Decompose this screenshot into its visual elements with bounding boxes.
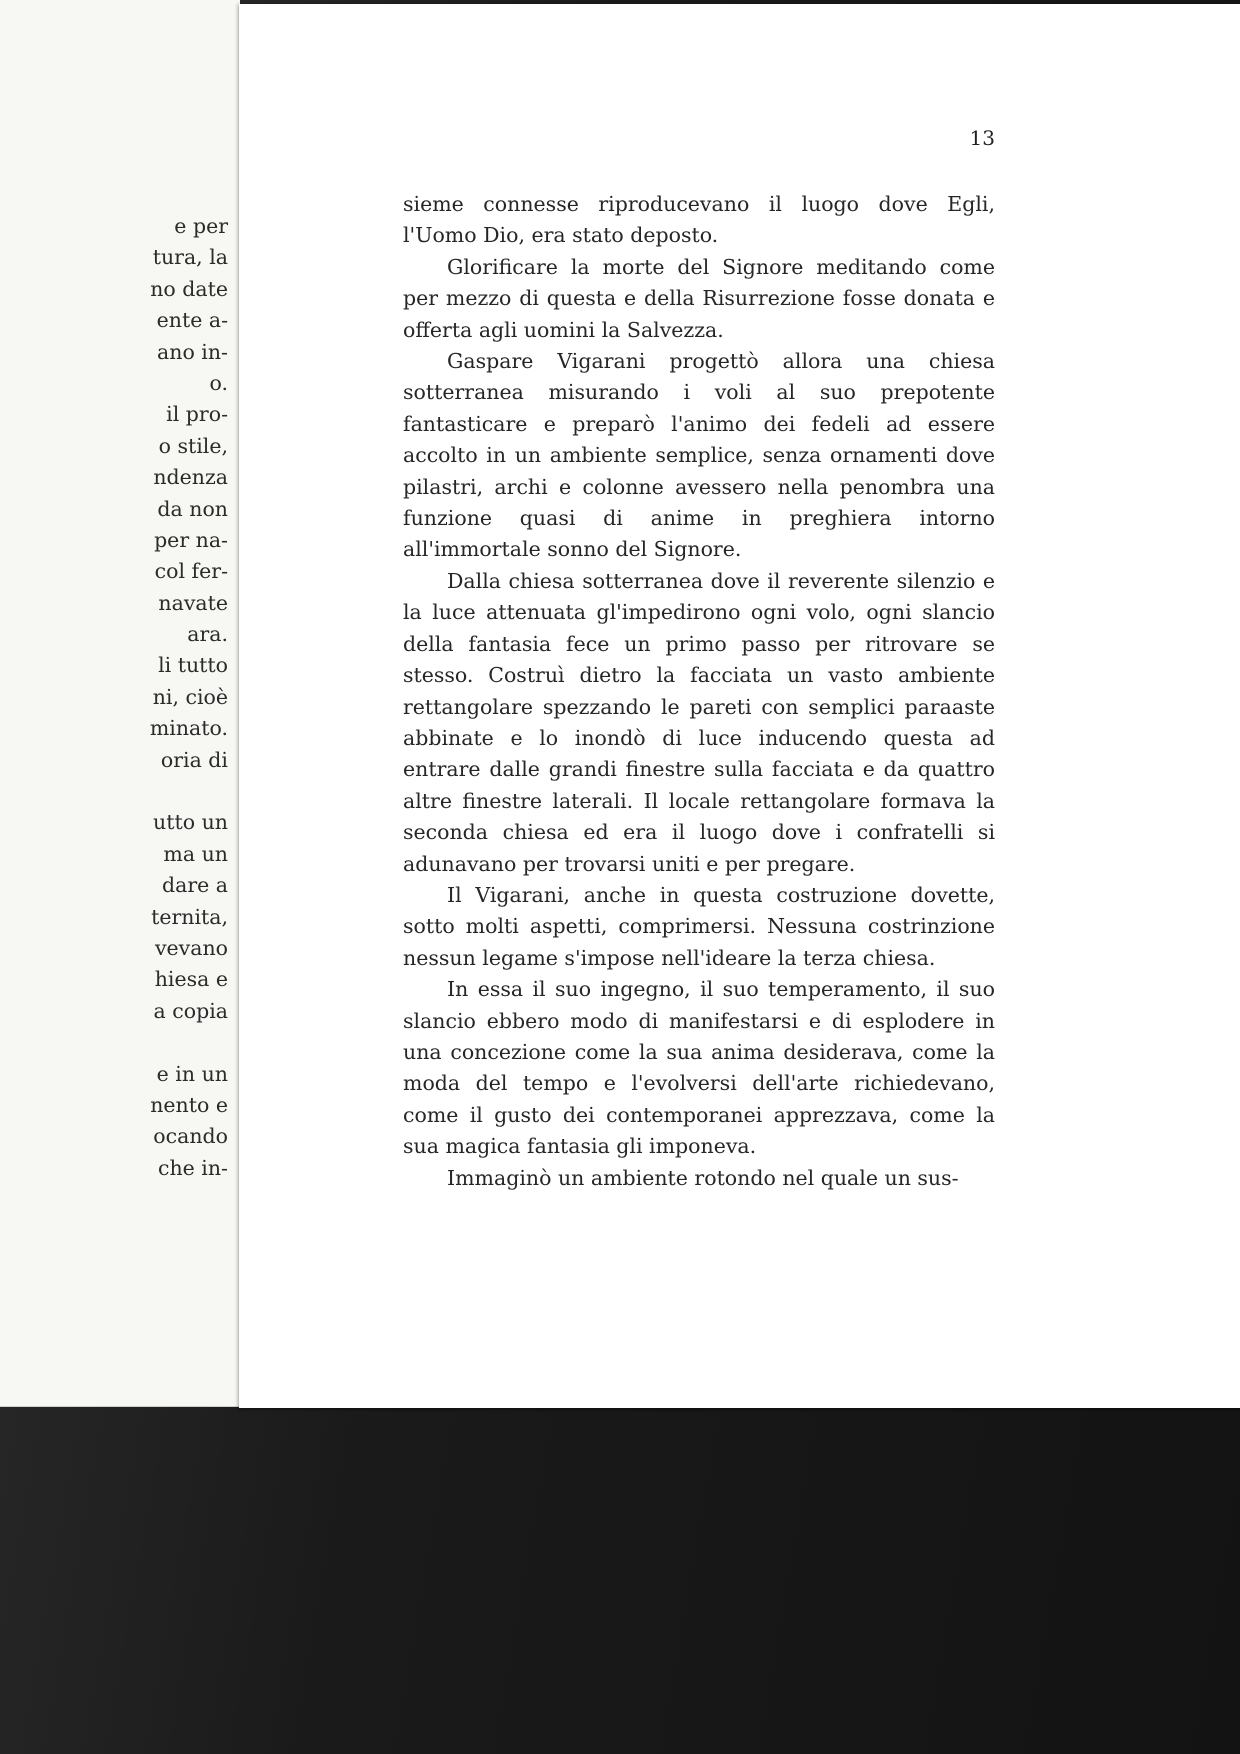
left-page-fragment-line: e per — [174, 214, 228, 238]
left-page-fragment-line: ocando — [153, 1124, 228, 1149]
left-page-fragment-line: ano in- — [157, 339, 228, 364]
left-page-text-fragments — [0, 211, 228, 1184]
left-page-edge — [0, 0, 240, 1407]
paragraph: Dalla chiesa sotterranea dove il reverente silenzio e la luce attenuata gl'impedirono ogni volo, ogni slancio della fantasia fece un primo passo per ritrovare se stesso. Costruì dietro la facciata un vasto ambiente rettangolare spezzando le pareti con semplici paraaste abbinate e lo inondò di luce inducendo questa ad entrare dalle grandi finestre sulla facciata e da quattro altre finestre laterali. Il locale rettangolare formava la seconda chiesa ed era il luogo dove i confratelli si adunavano per trovarsi uniti e per pregare. — [403, 568, 995, 876]
paragraph: sieme connesse riproducevano il luogo dove Egli, l'Uomo Dio, era stato deposto. — [403, 192, 995, 248]
left-page-fragment-line: e in un — [156, 1061, 228, 1086]
paragraph: Gaspare Vigarani progettò allora una chiesa sotterranea misurando i voli al suo prepotente fantasticare e preparò l'animo dei fedeli ad essere accolto in un ambiente semplice, senza ornamenti dove pilastri, archi e colonne avessero nella penombra una funzione quasi di anime in preghiera intorno all'immortale sonno del Signore. — [403, 349, 995, 562]
left-page-fragment-line: il pro- — [166, 402, 228, 427]
left-page-fragment-line: ni, cioè — [152, 684, 228, 709]
left-page-fragment-line: tura, la — [152, 245, 228, 270]
left-page-fragment-line — [0, 776, 228, 807]
left-page-fragment-line: o. — [209, 370, 228, 395]
paragraph: Immaginò un ambiente rotondo nel quale un sus- — [447, 1165, 959, 1190]
left-page-fragment-line: ente a- — [156, 308, 228, 333]
left-page-fragment-line: a copia — [153, 998, 228, 1023]
left-page-fragment-line: vevano — [154, 935, 228, 960]
left-page-fragment-line: minato. — [149, 716, 228, 741]
left-page-fragment-line: che in- — [157, 1155, 228, 1180]
left-page-fragment-line: no date — [150, 276, 228, 301]
left-page-fragment-line: per na- — [154, 527, 228, 552]
left-page-fragment-line: utto un — [153, 810, 228, 835]
left-page-fragment-line: ternita, — [151, 904, 228, 929]
left-page-fragment-line: ndenza — [153, 465, 228, 490]
right-page — [239, 4, 1240, 1408]
left-page-fragment-line: hiesa e — [154, 967, 228, 992]
left-page-fragment-line: o stile, — [158, 433, 228, 458]
left-page-fragment-line: da non — [157, 496, 228, 521]
page-number: 13 — [969, 126, 995, 150]
body-text — [403, 189, 995, 1194]
left-page-fragment-line: nento e — [150, 1092, 228, 1117]
left-page-fragment-line: navate — [158, 590, 228, 615]
paragraph: In essa il suo ingegno, il suo temperamento, il suo slancio ebbero modo di manifestarsi e di esplodere in una concezione come la sua anima desiderava, come la moda del tempo e l'evolversi dell'arte richiedevano, come il gusto dei contemporanei apprezzava, come la sua magica fantasia gli imponeva. — [403, 977, 995, 1159]
paragraph: Glorificare la morte del Signore meditando come per mezzo di questa e della Risurrezione fosse donata e offerta agli uomini la Salvezza. — [403, 254, 995, 342]
left-page-fragment-line: oria di — [160, 747, 228, 772]
left-page-fragment-line: li tutto — [158, 653, 228, 678]
left-page-fragment-line: ara. — [187, 622, 228, 647]
left-page-fragment-line — [0, 1027, 228, 1058]
left-page-fragment-line: col fer- — [154, 559, 228, 584]
paragraph: Il Vigarani, anche in questa costruzione dovette, sotto molti aspetti, comprimersi. Nessuna costrinzione nessun legame s'impose nell'ideare la terza chiesa. — [403, 882, 995, 970]
left-page-fragment-line: ma un — [163, 841, 228, 866]
left-page-fragment-line: dare a — [161, 873, 228, 898]
